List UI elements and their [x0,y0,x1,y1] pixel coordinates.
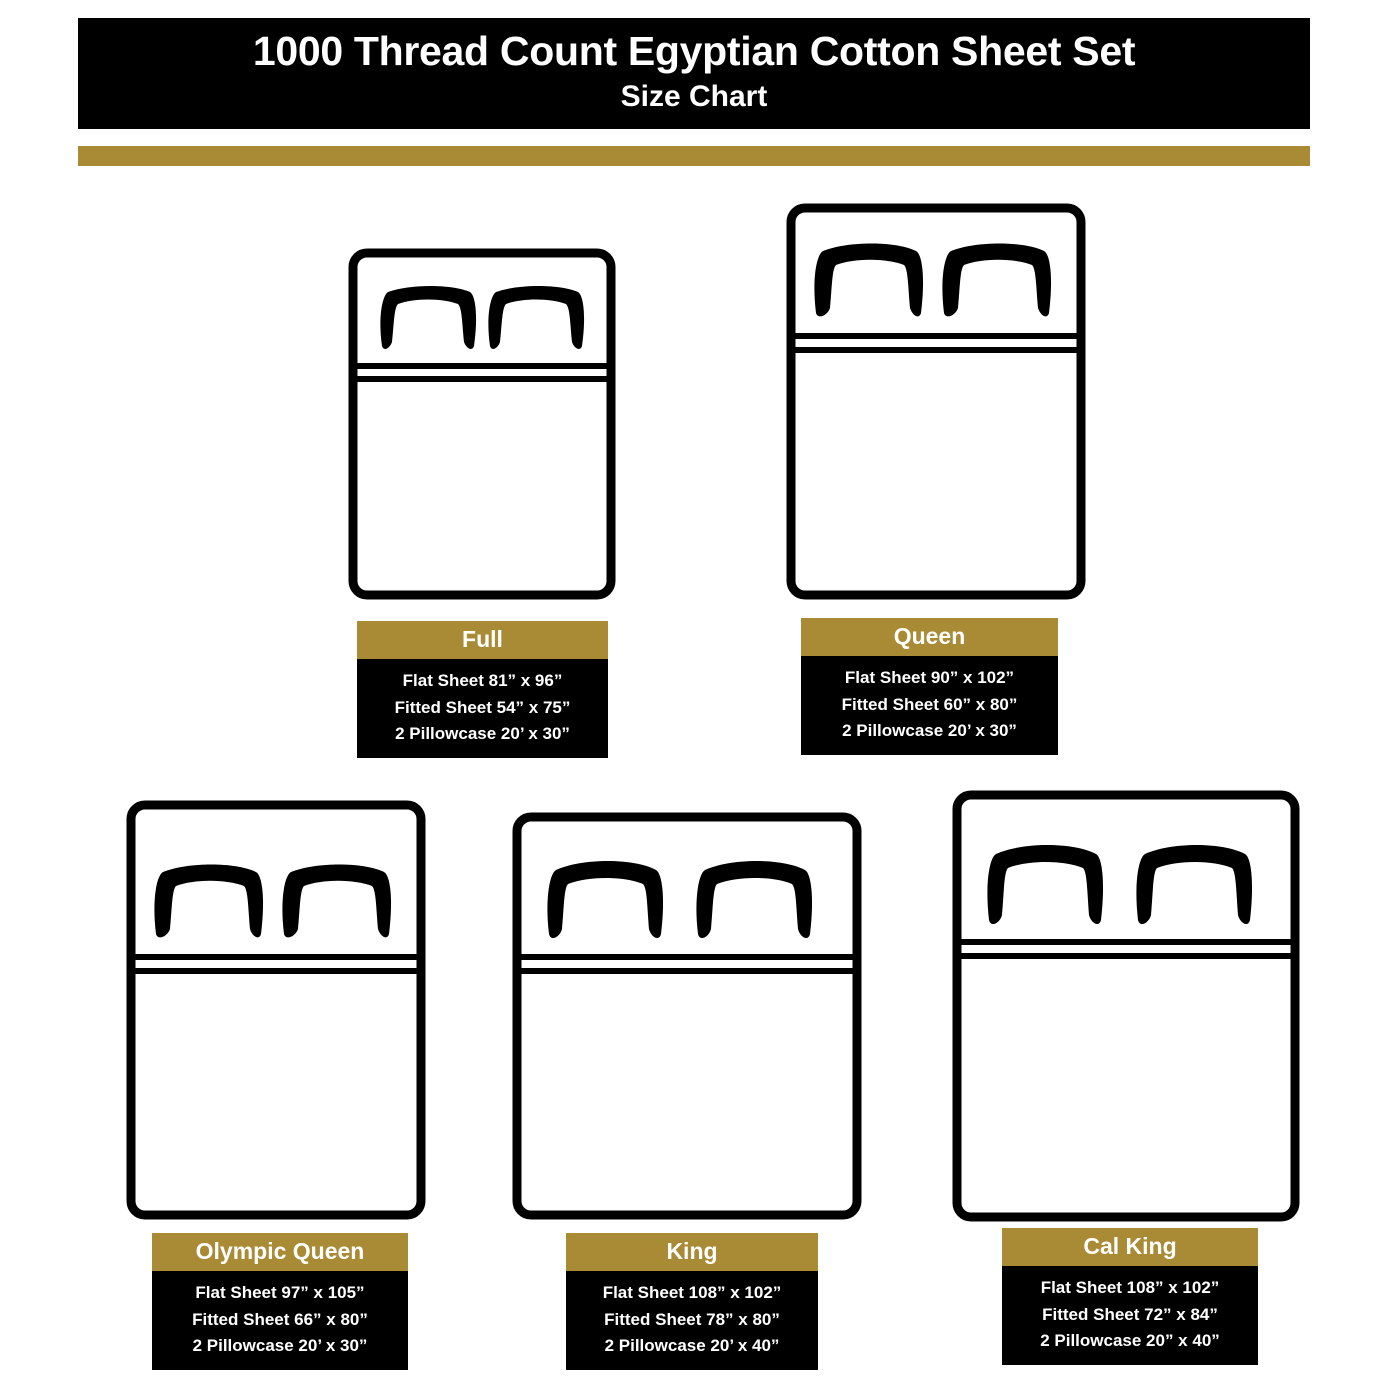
spec-flat-sheet: Flat Sheet 108” x 102” [1040,1278,1220,1298]
spec-pillowcase: 2 Pillowcase 20’ x 30” [395,723,570,743]
size-block-cal-king [1002,1228,1258,1365]
bed-illustration-olympic-queen [126,800,426,1220]
bed-icon-queen [786,203,1086,600]
spec-flat-sheet: Flat Sheet 108” x 102” [602,1283,782,1303]
spec-flat-sheet: Flat Sheet 90” x 102” [844,668,1015,688]
header-accent-bar [78,146,1310,166]
spec-pillowcase: 2 Pillowcase 20’ x 40” [604,1335,780,1355]
spec-fitted-sheet: Fitted Sheet 66” x 80” [192,1309,368,1329]
spec-fitted-sheet: Fitted Sheet 60” x 80” [841,694,1018,714]
page-title: 1000 Thread Count Egyptian Cotton Sheet Set [252,28,1136,74]
bed-illustration-cal-king [952,790,1300,1222]
spec-fitted-sheet: Fitted Sheet 78” x 80” [604,1309,780,1329]
size-specs-queen [801,656,1058,755]
spec-pillowcase: 2 Pillowcase 20’ x 30” [192,1335,368,1355]
spec-pillowcase: 2 Pillowcase 20’ x 30” [842,720,1017,740]
spec-fitted-sheet: Fitted Sheet 54” x 75” [394,697,571,717]
bed-icon-olympic-queen [126,800,426,1220]
spec-flat-sheet: Flat Sheet 97” x 105” [195,1283,365,1303]
size-block-queen [801,618,1058,755]
size-block-olympic-queen [152,1233,408,1370]
spec-pillowcase: 2 Pillowcase 20” x 40” [1040,1330,1220,1350]
size-specs-cal-king [1002,1266,1258,1365]
size-label-king: King [566,1233,818,1271]
bed-icon-full [348,248,616,600]
bed-illustration-queen [786,203,1086,600]
header-banner [78,18,1310,129]
spec-fitted-sheet: Fitted Sheet 72” x 84” [1042,1304,1218,1324]
bed-icon-cal-king [952,790,1300,1222]
size-label-cal-king: Cal King [1002,1228,1258,1266]
size-label-olympic-queen: Olympic Queen [152,1233,408,1271]
bed-illustration-king [512,812,862,1220]
size-specs-olympic-queen [152,1271,408,1370]
size-label-full: Full [357,621,608,659]
spec-flat-sheet: Flat Sheet 81” x 96” [402,671,563,691]
size-block-king [566,1233,818,1370]
size-block-full [357,621,608,758]
size-specs-full [357,659,608,758]
bed-illustration-full [348,248,616,600]
page-subtitle: Size Chart [620,80,768,114]
bed-icon-king [512,812,862,1220]
size-specs-king [566,1271,818,1370]
size-label-queen: Queen [801,618,1058,656]
